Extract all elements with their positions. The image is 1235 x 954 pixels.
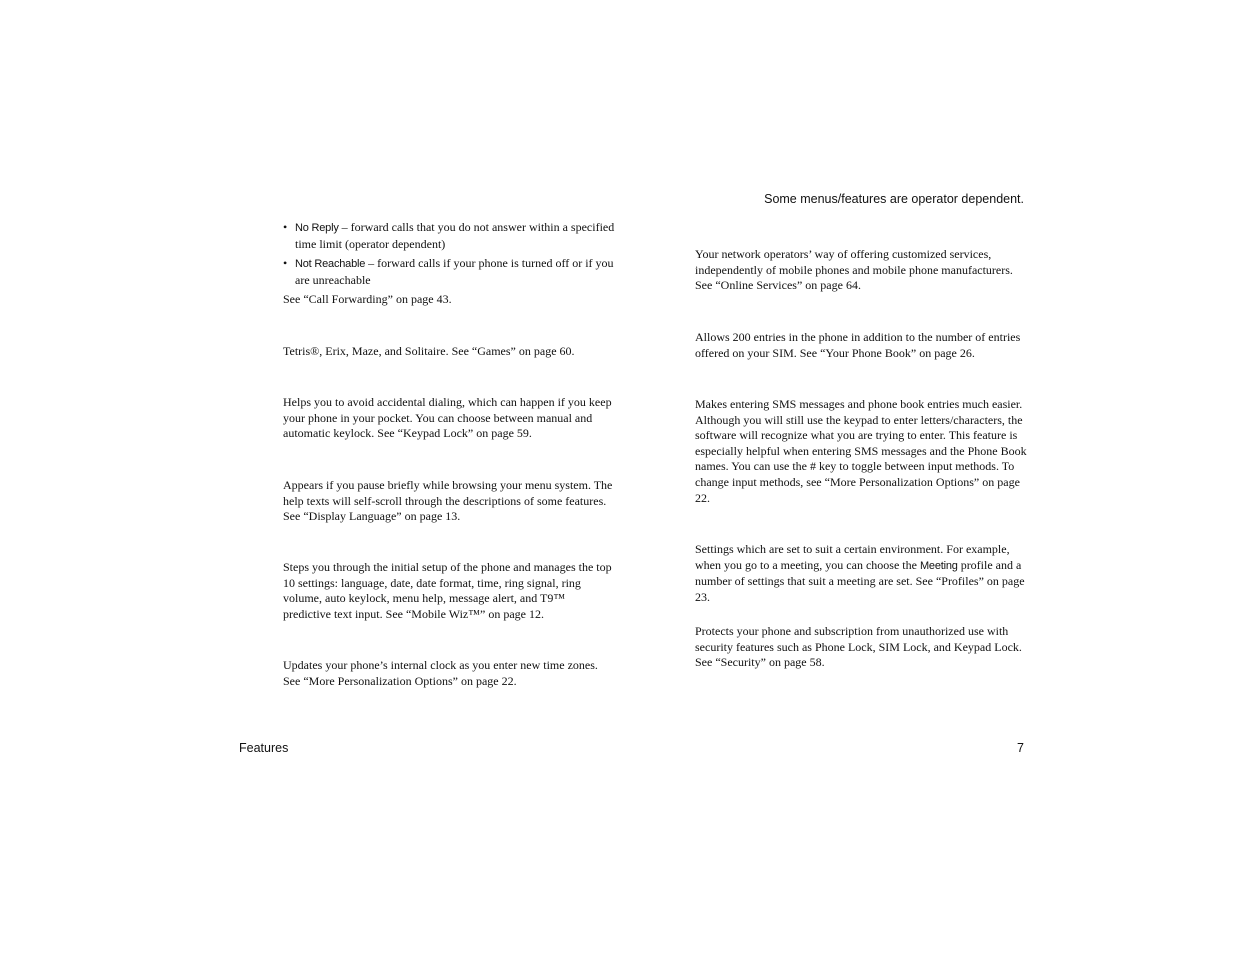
bullet-item-not-reachable	[283, 256, 615, 288]
meeting-term: Meeting	[919, 559, 958, 572]
security-description: Protects your phone and subscription from unauthorized use with security features such as Phone Lock, SIM Lock, and Keypad Lock. See “Security” on page 58.	[695, 624, 1022, 670]
bullet-text: – forward calls if your phone is turned off or if you are unreachable	[295, 256, 614, 287]
profiles-text-after: profile and a number of settings that suit a meeting are set. See “Profiles” on page 23.	[695, 557, 1025, 604]
games-description: Tetris®, Erix, Maze, and Solitaire. See “Games” on page 60.	[283, 344, 575, 358]
bullet-item-no-reply	[283, 220, 615, 252]
profiles-text-before: Settings which are set to suit a certain environment. For example, when you go to a meeting, you can choose the	[695, 542, 1010, 572]
operator-note: Some menus/features are operator dependent.	[764, 192, 1024, 206]
clock-description: Updates your phone’s internal clock as you enter new time zones. See “More Personalization Options” on page 22.	[283, 658, 598, 688]
bullet-text: – forward calls that you do not answer within a specified time limit (operator dependent)	[295, 220, 615, 251]
call-forwarding-reference: See “Call Forwarding” on page 43.	[283, 292, 452, 306]
profiles-description	[695, 542, 1027, 605]
footer-section-title: Features	[239, 741, 289, 755]
bullet-icon: •	[283, 256, 288, 270]
online-services-description: Your network operators’ way of offering customized services, independently of mobile phones and mobile phone manufacturers. See “Online Services” on page 64.	[695, 247, 1013, 293]
bullet-icon: •	[283, 220, 288, 234]
mobile-wiz-description: Steps you through the initial setup of the phone and manages the top 10 settings: language, date, date format, time, ring signal, ring volume, auto keylock, menu help, message alert, and T9™ predictive text input. See “Mobile Wiz™” on page 12.	[283, 560, 612, 621]
bullet-term: Not Reachable	[295, 258, 366, 270]
keypad-lock-description: Helps you to avoid accidental dialing, which can happen if you keep your phone in your pocket. You can choose between manual and automatic keylock. See “Keypad Lock” on page 59.	[283, 395, 612, 441]
t9-description: Makes entering SMS messages and phone book entries much easier. Although you will still use the keypad to enter letters/characters, the software will recognize what you are trying to enter. This feature is especially helpful when entering SMS messages and the Phone Book names. You can use the # key to toggle between input methods. To change input methods, see “More Personalization Options” on page 22.	[695, 397, 1027, 505]
bullet-term: No Reply	[295, 222, 339, 234]
phone-book-description: Allows 200 entries in the phone in addition to the number of entries offered on your SIM. See “Your Phone Book” on page 26.	[695, 330, 1021, 360]
help-texts-description: Appears if you pause briefly while browsing your menu system. The help texts will self-scroll through the descriptions of some features. See “Display Language” on page 13.	[283, 478, 613, 524]
page-number: 7	[1017, 741, 1024, 755]
